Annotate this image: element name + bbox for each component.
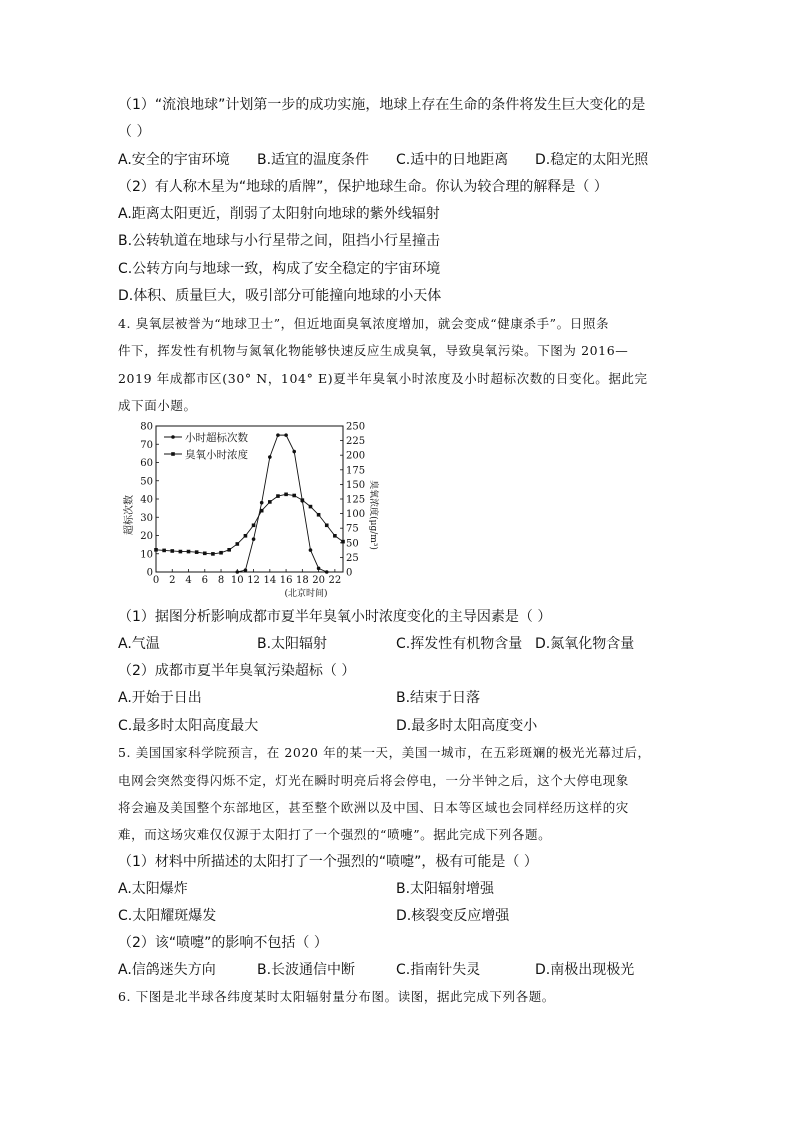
- q3-sub2-option-d: D.体积、质量巨大，吸引部分可能撞向地球的小天体: [118, 288, 442, 304]
- data-point: [244, 534, 248, 538]
- right-tick-label: 250: [346, 421, 366, 433]
- right-tick-label: 50: [346, 538, 359, 550]
- left-tick-label: 40: [140, 494, 153, 506]
- x-tick-label: 20: [312, 575, 325, 586]
- x-tick-label: 18: [295, 575, 309, 586]
- q5-intro-line-2: 电网会突然变得闪烁不定，灯光在瞬时明亮后将会停电，一分半钟之后，这个大停电现象: [118, 773, 629, 788]
- left-tick-label: 60: [140, 458, 153, 469]
- q4-sub2-option-c: C.最多时太阳高度最大: [118, 718, 259, 734]
- data-point: [325, 570, 329, 574]
- q3-sub1-option-a: A.安全的宇宙环境: [118, 152, 230, 168]
- left-tick-label: 50: [140, 476, 153, 488]
- q5-sub1-stem: （1）材料中所描述的太阳打了一个强烈的“喷嚏”，极有可能是（ ）: [118, 854, 538, 870]
- data-point: [284, 433, 288, 437]
- data-point: [187, 550, 191, 554]
- chart-axes: [156, 426, 343, 572]
- data-point: [219, 551, 223, 555]
- left-tick-label: 80: [140, 421, 153, 433]
- legend-label: 臭氧小时浓度: [185, 449, 248, 461]
- chart-legend: [164, 431, 248, 461]
- q4-sub1-option-d: D.氮氧化物含量: [535, 636, 635, 652]
- x-axis-label: (北京时间): [284, 589, 328, 599]
- x-tick-label: 10: [230, 575, 244, 586]
- right-tick-label: 225: [346, 436, 366, 448]
- data-point: [309, 505, 313, 509]
- q4-intro-line-3: 2019 年成都市区(30° N，104° E)夏半年臭氧小时浓度及小时超标次数的日变化。据此完: [118, 371, 648, 386]
- left-axis-label: 超标次数: [124, 495, 135, 535]
- q4-intro-line-1: 4. 臭氧层被誉为“地球卫士”，但近地面臭氧浓度增加，就会变成“健康杀手”。日照条: [118, 316, 610, 331]
- data-point: [325, 523, 329, 527]
- q4-sub2-option-d: D.最多时太阳高度变小: [396, 718, 538, 734]
- data-point: [301, 498, 305, 502]
- x-tick-label: 2: [169, 575, 176, 586]
- chart-series: [154, 433, 345, 573]
- data-point: [292, 494, 296, 498]
- q5-sub2-stem: （2）该“喷嚏”的影响不包括（ ）: [118, 935, 328, 951]
- q5-intro-line-4: 难，而这场灾难仅仅源于太阳打了一个强烈的“喷嚏”。据此完成下列各题。: [118, 827, 552, 842]
- x-tick-label: 0: [152, 575, 160, 586]
- right-tick-label: 175: [346, 465, 366, 477]
- q3-sub2-option-b: B.公转轨道在地球与小行星带之间，阻挡小行星撞击: [118, 233, 441, 249]
- data-point: [260, 501, 264, 505]
- q6-intro: 6. 下图是北半球各纬度某时太阳辐射量分布图。读图，据此完成下列各题。: [118, 989, 555, 1004]
- right-tick-label: 75: [346, 523, 359, 535]
- left-tick-label: 30: [140, 512, 153, 524]
- right-tick-label: 125: [346, 494, 366, 506]
- q5-sub1-option-b: B.太阳辐射增强: [396, 881, 495, 897]
- data-point: [195, 550, 199, 554]
- q3-sub1-option-b: B.适宜的温度条件: [257, 152, 370, 168]
- data-point: [309, 548, 313, 552]
- right-tick-label: 0: [346, 567, 353, 579]
- left-tick-label: 20: [140, 531, 153, 542]
- data-point: [162, 549, 166, 553]
- q4-sub1-option-b: B.太阳辐射: [257, 636, 328, 652]
- data-point: [268, 455, 272, 459]
- series-line-1: [237, 435, 326, 572]
- q5-intro-line-3: 将会遍及美国整个东部地区，甚至整个欧洲以及中国、日本等区域也会同样经历这样的灾: [118, 800, 629, 815]
- left-tick-label: 70: [140, 439, 153, 451]
- data-point: [252, 523, 256, 527]
- data-point: [317, 513, 321, 517]
- data-point: [244, 568, 248, 572]
- data-point: [252, 537, 256, 541]
- left-tick-label: 10: [140, 549, 153, 561]
- q4-sub2-option-a: A.开始于日出: [118, 690, 202, 706]
- data-point: [276, 494, 280, 498]
- data-point: [341, 540, 345, 544]
- q3-sub1-option-d: D.稳定的太阳光照: [535, 152, 649, 168]
- q5-sub1-option-a: A.太阳爆炸: [118, 881, 188, 897]
- data-point: [268, 500, 272, 504]
- x-tick-label: 14: [263, 575, 277, 586]
- x-tick-label: 16: [279, 575, 293, 586]
- data-point: [333, 534, 337, 538]
- data-point: [170, 549, 174, 553]
- q3-sub2-stem: （2）有人称木星为“地球的盾牌”，保护地球生命。你认为较合理的解释是（ ）: [118, 179, 608, 195]
- x-tick-label: 8: [217, 575, 225, 586]
- right-tick-label: 200: [346, 450, 366, 462]
- data-point: [276, 433, 280, 437]
- q4-intro-line-4: 成下面小题。: [118, 398, 197, 413]
- right-axis-label: 臭氧浓度(μg/m³): [368, 480, 378, 550]
- plot-frame: [156, 426, 343, 572]
- right-tick-label: 150: [346, 479, 366, 491]
- q5-intro-line-1: 5. 美国国家科学院预言，在 2020 年的某一天，美国一城市，在五彩斑斓的极光光幕过后，: [118, 745, 651, 760]
- legend-label: 小时超标次数: [185, 432, 248, 444]
- data-point: [236, 542, 240, 546]
- data-point: [317, 567, 321, 571]
- q5-sub1-option-d: D.核裂变反应增强: [396, 908, 510, 924]
- q4-sub1-option-c: C.挥发性有机物含量: [396, 636, 523, 652]
- x-tick-label: 4: [185, 575, 192, 586]
- ozone-chart: [118, 420, 398, 602]
- x-tick-label: 6: [201, 575, 208, 586]
- data-point: [227, 548, 231, 552]
- q3-sub2-option-c: C.公转方向与地球一致，构成了安全稳定的宇宙环境: [118, 261, 441, 277]
- series-line-2: [156, 494, 343, 554]
- legend-marker: [171, 452, 175, 456]
- right-tick-label: 100: [346, 509, 366, 521]
- q3-sub2-option-a: A.距离太阳更近，削弱了太阳射向地球的紫外线辐射: [118, 206, 440, 222]
- x-tick-label: 22: [328, 575, 342, 586]
- data-point: [236, 570, 240, 574]
- q3-sub1-blank: （ ）: [118, 124, 151, 140]
- data-point: [179, 550, 183, 554]
- right-tick-label: 25: [346, 552, 359, 564]
- data-point: [203, 552, 207, 556]
- q5-sub2-option-b: B.长波通信中断: [257, 962, 356, 978]
- left-tick-label: 0: [146, 567, 153, 579]
- q5-sub1-option-c: C.太阳耀斑爆发: [118, 908, 217, 924]
- chart-ticks: [140, 422, 365, 587]
- legend-marker: [171, 435, 175, 439]
- q3-sub1-option-c: C.适中的日地距离: [396, 152, 509, 168]
- q5-sub2-option-c: C.指南针失灵: [396, 962, 481, 978]
- x-tick-label: 12: [247, 575, 260, 586]
- data-point: [154, 548, 158, 552]
- data-point: [260, 509, 264, 513]
- data-point: [292, 450, 296, 454]
- data-point: [211, 552, 215, 556]
- q3-sub1-stem: （1）“流浪地球”计划第一步的成功实施，地球上存在生命的条件将发生巨大变化的是: [118, 97, 646, 113]
- q4-intro-line-2: 件下，挥发性有机物与氮氧化物能够快速反应生成臭氧，导致臭氧污染。下图为 2016—: [118, 343, 629, 358]
- q4-sub2-stem: （2）成都市夏半年臭氧污染超标（ ）: [118, 663, 356, 679]
- q5-sub2-option-d: D.南极出现极光: [535, 962, 635, 978]
- q4-sub2-option-b: B.结束于日落: [396, 690, 481, 706]
- q4-sub1-option-a: A.气温: [118, 636, 160, 652]
- data-point: [284, 493, 288, 497]
- q4-sub1-stem: （1）据图分析影响成都市夏半年臭氧小时浓度变化的主导因素是（ ）: [118, 609, 552, 625]
- q5-sub2-option-a: A.信鸽迷失方向: [118, 962, 216, 978]
